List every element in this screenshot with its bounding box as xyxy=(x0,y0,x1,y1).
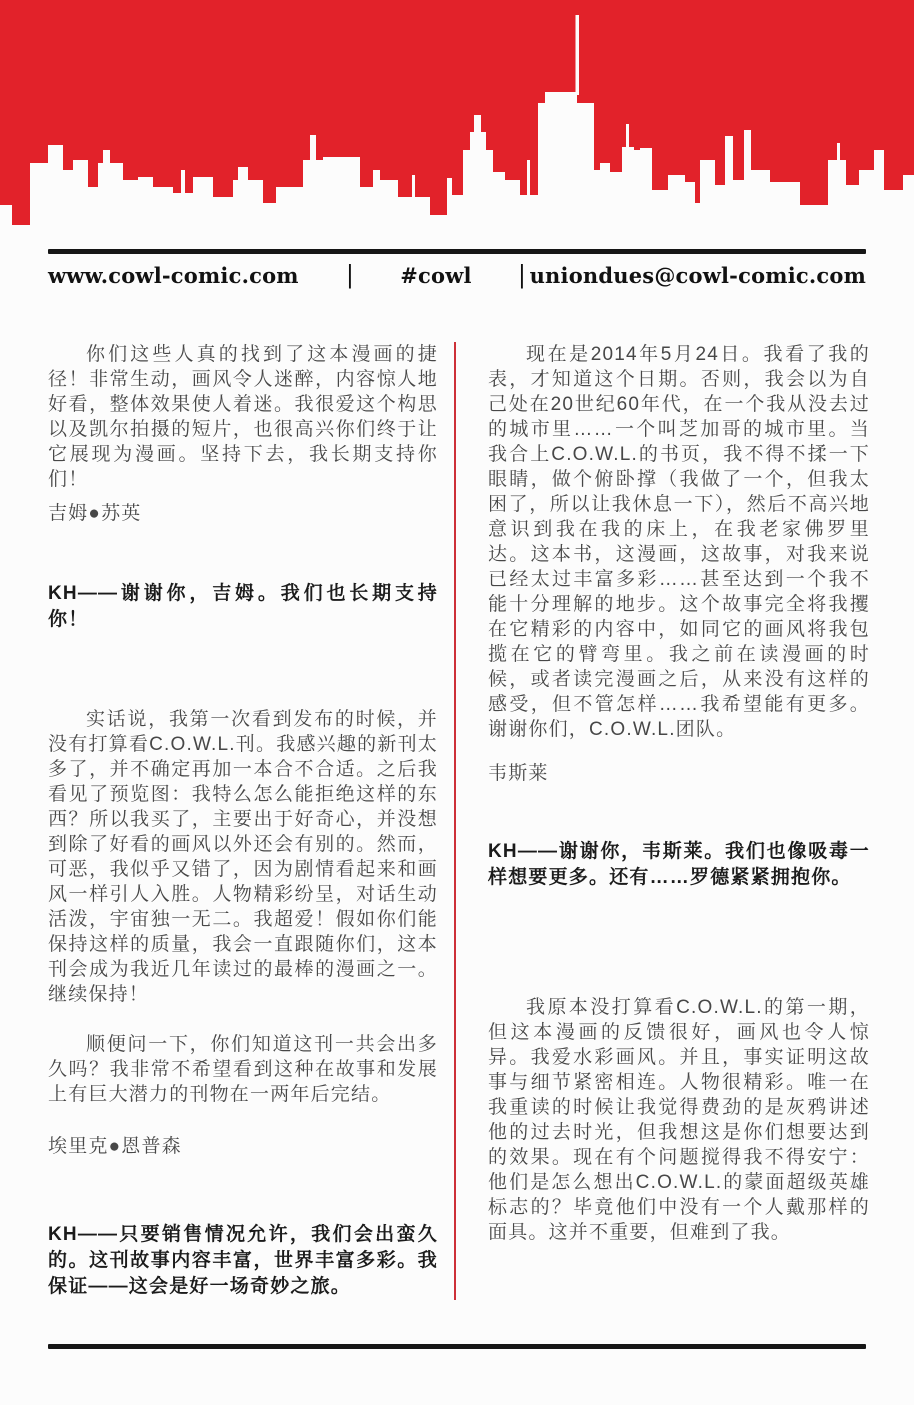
column-left xyxy=(48,342,438,1300)
letter-paragraph: 我原本没打算看C.O.W.L.的第一期，但这本漫画的反馈很好，画风也令人惊异。我爱水彩画风。并且，事实证明这故事与细节紧密相连。人物很精彩。唯一在我重读的时候让我觉得费劲的是灰鸦讲述他的过去时光，但我想这是你们想要达到的效果。现在有个问题搅得我不得安宁：他们是怎么想出C.O.W.L.的蒙面超级英雄标志的？毕竟他们中没有一个人戴那样的面具。这并不重要，但难到了我。 xyxy=(488,997,870,1243)
column-right xyxy=(488,342,870,1300)
column-divider xyxy=(454,342,456,1300)
email-link[interactable]: uniondues@cowl-comic.com xyxy=(529,262,866,288)
letter-signature: 韦斯莱 xyxy=(488,763,549,784)
letter-paragraph: 顺便问一下，你们知道这刊一共会出多久吗？我非常不希望看到这种在故事和发展上有巨大潜力的刊物在一两年后完结。 xyxy=(48,1034,438,1105)
city-skyline-icon xyxy=(0,0,914,245)
editor-reply: KH——谢谢你，吉姆。我们也长期支持你！ xyxy=(48,583,438,630)
separator: | xyxy=(345,261,355,289)
letter-paragraph: 现在是2014年5月24日。我看了我的表，才知道这个日期。否则，我会以为自己处在20世纪60年代，在一个我从没去过的城市里……一个叫芝加哥的城市里。当我合上C.O.W.L.的书页，我不得不揉一下眼睛，做个俯卧撑（我做了一个，但我太困了，所以让我休息一下），然后不高兴地意识到我在我的床上，在我老家佛罗里达。这本书，这漫画，这故事，对我来说已经太过丰富多彩……甚至达到一个我不能十分理解的地步。这个故事完全将我攫在它精彩的内容中，如同它的画风将我包揽在它的臂弯里。我之前在读漫画的时候，或者读完漫画之后，从来没有这样的感受，但不管怎样……我希望能有更多。谢谢你们，C.O.W.L.团队。 xyxy=(488,344,870,740)
letter-paragraph: 你们这些人真的找到了这本漫画的捷径！非常生动，画风令人迷醉，内容惊人地好看，整体效果使人着迷。我很爱这个构思以及凯尔拍摄的短片，也很高兴你们终于让它展现为漫画。坚持下去，我长期支持你们！ xyxy=(48,344,438,490)
editor-reply: KH——谢谢你，韦斯莱。我们也像吸毒一样想要更多。还有……罗德紧紧拥抱你。 xyxy=(488,841,870,888)
bottom-rule xyxy=(48,1344,866,1349)
letters-content xyxy=(0,296,914,1300)
contact-header xyxy=(48,254,866,296)
website-link[interactable]: www.cowl-comic.com xyxy=(48,262,299,288)
hashtag-label[interactable]: #cowl xyxy=(400,262,472,288)
separator: | xyxy=(517,261,527,289)
letter-signature: 埃里克●恩普森 xyxy=(48,1136,182,1157)
letter-signature: 吉姆●苏英 xyxy=(48,503,142,524)
banner xyxy=(0,0,914,245)
letter-paragraph: 实话说，我第一次看到发布的时候，并没有打算看C.O.W.L.刊。我感兴趣的新刊太多了，并不确定再加一本合不合适。之后我看见了预览图：我特么怎么能拒绝这样的东西？所以我买了，主要出于好奇心，并没想到除了好看的画风以外还会有别的。然而，可恶，我似乎又错了，因为剧情看起来和画风一样引人入胜。人物精彩纷呈，对话生动活泼，宇宙独一无二。我超爱！假如你们能保持这样的质量，我会一直跟随你们，这本刊会成为我近几年读过的最棒的漫画之一。继续保持！ xyxy=(48,709,438,1005)
editor-reply: KH——只要销售情况允许，我们会出蛮久的。这刊故事内容丰富，世界丰富多彩。我保证——这会是好一场奇妙之旅。 xyxy=(48,1224,438,1297)
